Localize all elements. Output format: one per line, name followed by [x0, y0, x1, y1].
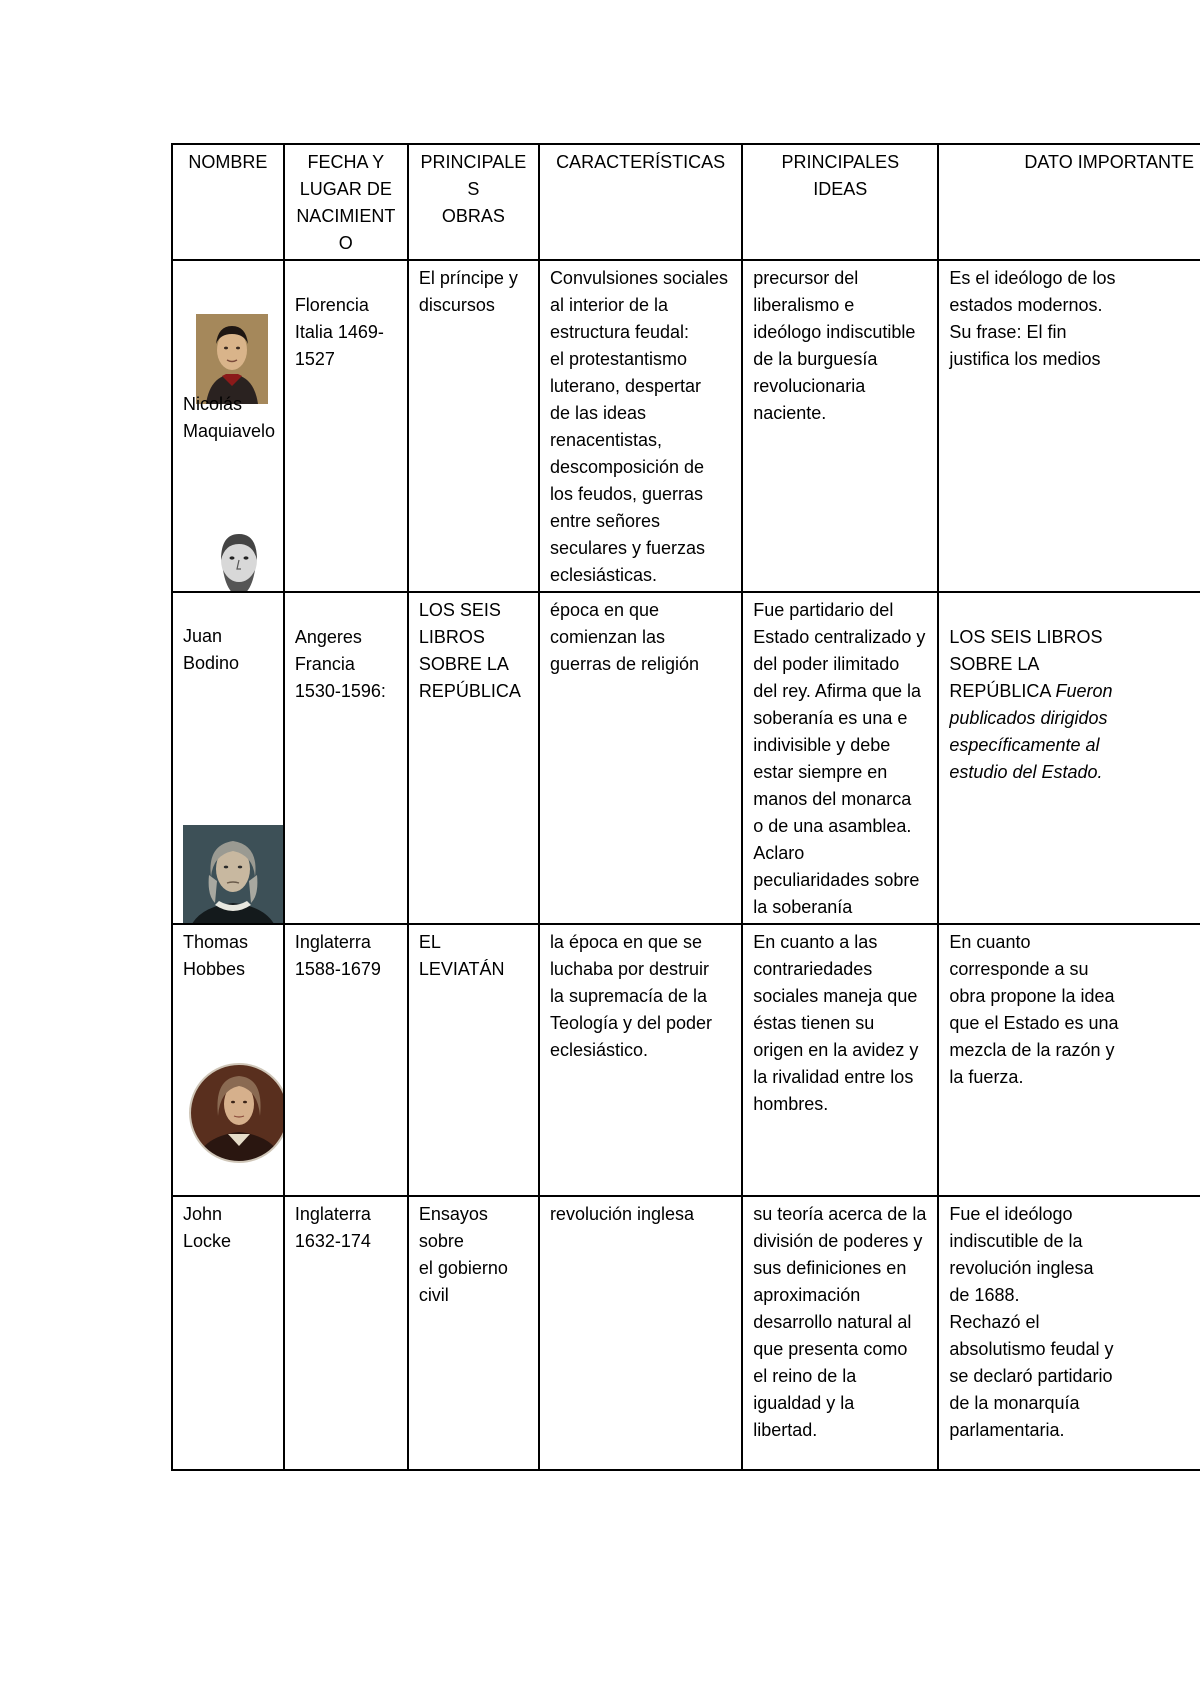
header-ideas: PRINCIPALES IDEAS	[742, 144, 938, 260]
cell-fact	[938, 592, 1200, 924]
cell-works: EL LEVIATÁN	[408, 924, 539, 1196]
table-row	[172, 592, 1200, 924]
cell-birth: Angeres Francia 1530-1596:	[284, 592, 408, 924]
cell-fact: Fue el ideólogo indiscutible de la revolución inglesa de 1688. Rechazó el absolutismo feudal y se declaró partidario de la monarquía parlamentaria.	[938, 1196, 1200, 1470]
cell-birth: Inglaterra 1588-1679	[284, 924, 408, 1196]
cell-characteristics: la época en que se luchaba por destruir la supremacía de la Teología y del poder eclesiástico.	[539, 924, 742, 1196]
table-row	[172, 1196, 1200, 1470]
table-header-row	[172, 144, 1200, 260]
portrait-locke-image	[188, 1035, 284, 1191]
person-name: Thomas Hobbes	[183, 932, 249, 979]
cell-fact: En cuanto corresponde a su obra propone la idea que el Estado es una mezcla de la razón y la fuerza.	[938, 924, 1200, 1196]
cell-ideas: Fue partidario del Estado centralizado y del poder ilimitado del rey. Afirma que la soberanía es una e indivisible y debe estar siempre en manos del monarca o de una asamblea. Aclaro peculiaridades sobre la soberanía	[742, 592, 938, 924]
cell-ideas: En cuanto a las contrariedades sociales maneja que éstas tienen su origen en la avidez y la rivalidad entre los hombres.	[742, 924, 938, 1196]
header-works: PRINCIPALES OBRAS	[408, 144, 539, 260]
table-row	[172, 924, 1200, 1196]
cell-name	[172, 592, 284, 924]
table-row	[172, 260, 1200, 592]
header-birth: FECHA Y LUGAR DE NACIMIENTO	[284, 144, 408, 260]
header-fact: DATO IMPORTANTE	[938, 144, 1200, 260]
cell-name: John Locke	[172, 1196, 284, 1470]
cell-works: El príncipe y discursos	[408, 260, 539, 592]
fact-note: Fueron publicados dirigidos específicamente al estudio del Estado.	[949, 681, 1113, 782]
portrait-engraving-image	[191, 495, 284, 592]
cell-ideas: su teoría acerca de la división de poderes y sus definiciones en aproximación desarrollo natural al que presenta como el reino de la igualdad y la libertad.	[742, 1196, 938, 1470]
person-name: Nicolás Maquiavelo	[183, 394, 276, 441]
cell-birth: Inglaterra 1632-174	[284, 1196, 408, 1470]
cell-characteristics: revolución inglesa	[539, 1196, 742, 1470]
cell-name	[172, 260, 284, 592]
cell-characteristics: Convulsiones sociales al interior de la estructura feudal: el protestantismo luterano, despertar de las ideas renacentistas, descomposición de los feudos, guerras entre señores seculares y fuerzas eclesiásticas.	[539, 260, 742, 592]
philosophers-table	[171, 143, 1200, 1471]
cell-works: Ensayos sobre el gobierno civil	[408, 1196, 539, 1470]
fact-title: LOS SEIS LIBROS SOBRE LA REPÚBLICA	[949, 627, 1103, 701]
cell-name	[172, 924, 284, 1196]
cell-fact: Es el ideólogo de los estados modernos. Su frase: El fin justifica los medios	[938, 260, 1200, 592]
cell-birth: Florencia Italia 1469- 1527	[284, 260, 408, 592]
header-name: NOMBRE	[172, 144, 284, 260]
cell-works: LOS SEIS LIBROS SOBRE LA REPÚBLICA	[408, 592, 539, 924]
header-characteristics: CARACTERÍSTICAS	[539, 144, 742, 260]
cell-ideas: precursor del liberalismo e ideólogo indiscutible de la burguesía revolucionaria naciente.	[742, 260, 938, 592]
person-name: Juan Bodino	[183, 626, 240, 673]
portrait-hobbes-image	[183, 798, 283, 924]
cell-characteristics: época en que comienzan las guerras de religión	[539, 592, 742, 924]
